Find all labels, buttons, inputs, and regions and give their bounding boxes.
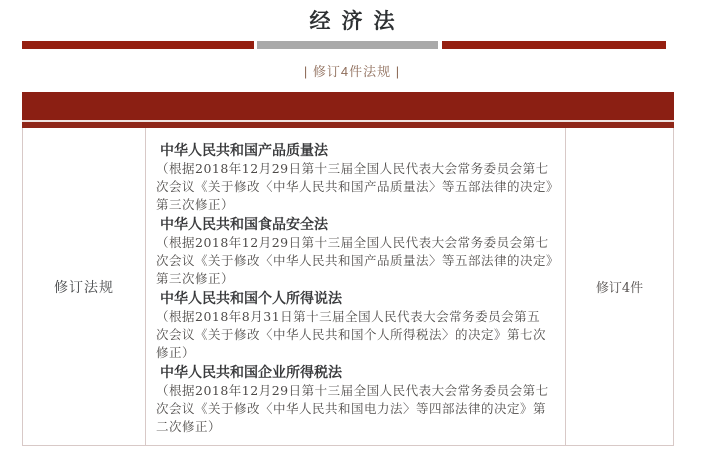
table-header-bar [22,92,674,120]
law-revision-note: （根据2018年8月31日第十三届全国人民代表大会常务委员会第五次会议《关于修改〈中华人民共和国个人所得税法〉的决定》第七次修正） [156,309,547,360]
law-name: 中华人民共和国食品安全法 [160,216,328,232]
law-item [156,214,553,288]
divider-segment-gray-center [257,41,438,49]
law-name: 中华人民共和国个人所得说法 [160,290,342,306]
revision-count-cell: 修订4件 [565,128,673,445]
law-name: 中华人民共和国产品质量法 [160,142,328,158]
table-body-row [22,128,674,446]
revised-laws-table [22,92,674,446]
decorative-divider-bar [22,41,666,49]
law-name: 中华人民共和国企业所得税法 [160,364,342,380]
law-revision-note: （根据2018年12月29日第十三届全国人民代表大会常务委员会第七次会议《关于修改〈中华人民共和国电力法〉等四部法律的决定》第二次修正） [156,383,549,434]
law-revision-note: （根据2018年12月29日第十三届全国人民代表大会常务委员会第七次会议《关于修改〈中华人民共和国产品质量法〉等五部法律的决定》第三次修正） [156,235,553,286]
category-cell: 修订法规 [23,128,146,445]
law-item [156,362,553,436]
law-revision-note: （根据2018年12月29日第十三届全国人民代表大会常务委员会第七次会议《关于修改〈中华人民共和国产品质量法〉等五部法律的决定》第三次修正） [156,161,553,212]
divider-segment-red-right [442,41,666,49]
law-item [156,288,553,362]
page-title: 经济法 [309,10,406,33]
section-caption: | 修订4件法规 | [303,64,401,79]
laws-cell [146,128,565,445]
divider-segment-red-left [22,41,254,49]
law-item [156,140,553,214]
